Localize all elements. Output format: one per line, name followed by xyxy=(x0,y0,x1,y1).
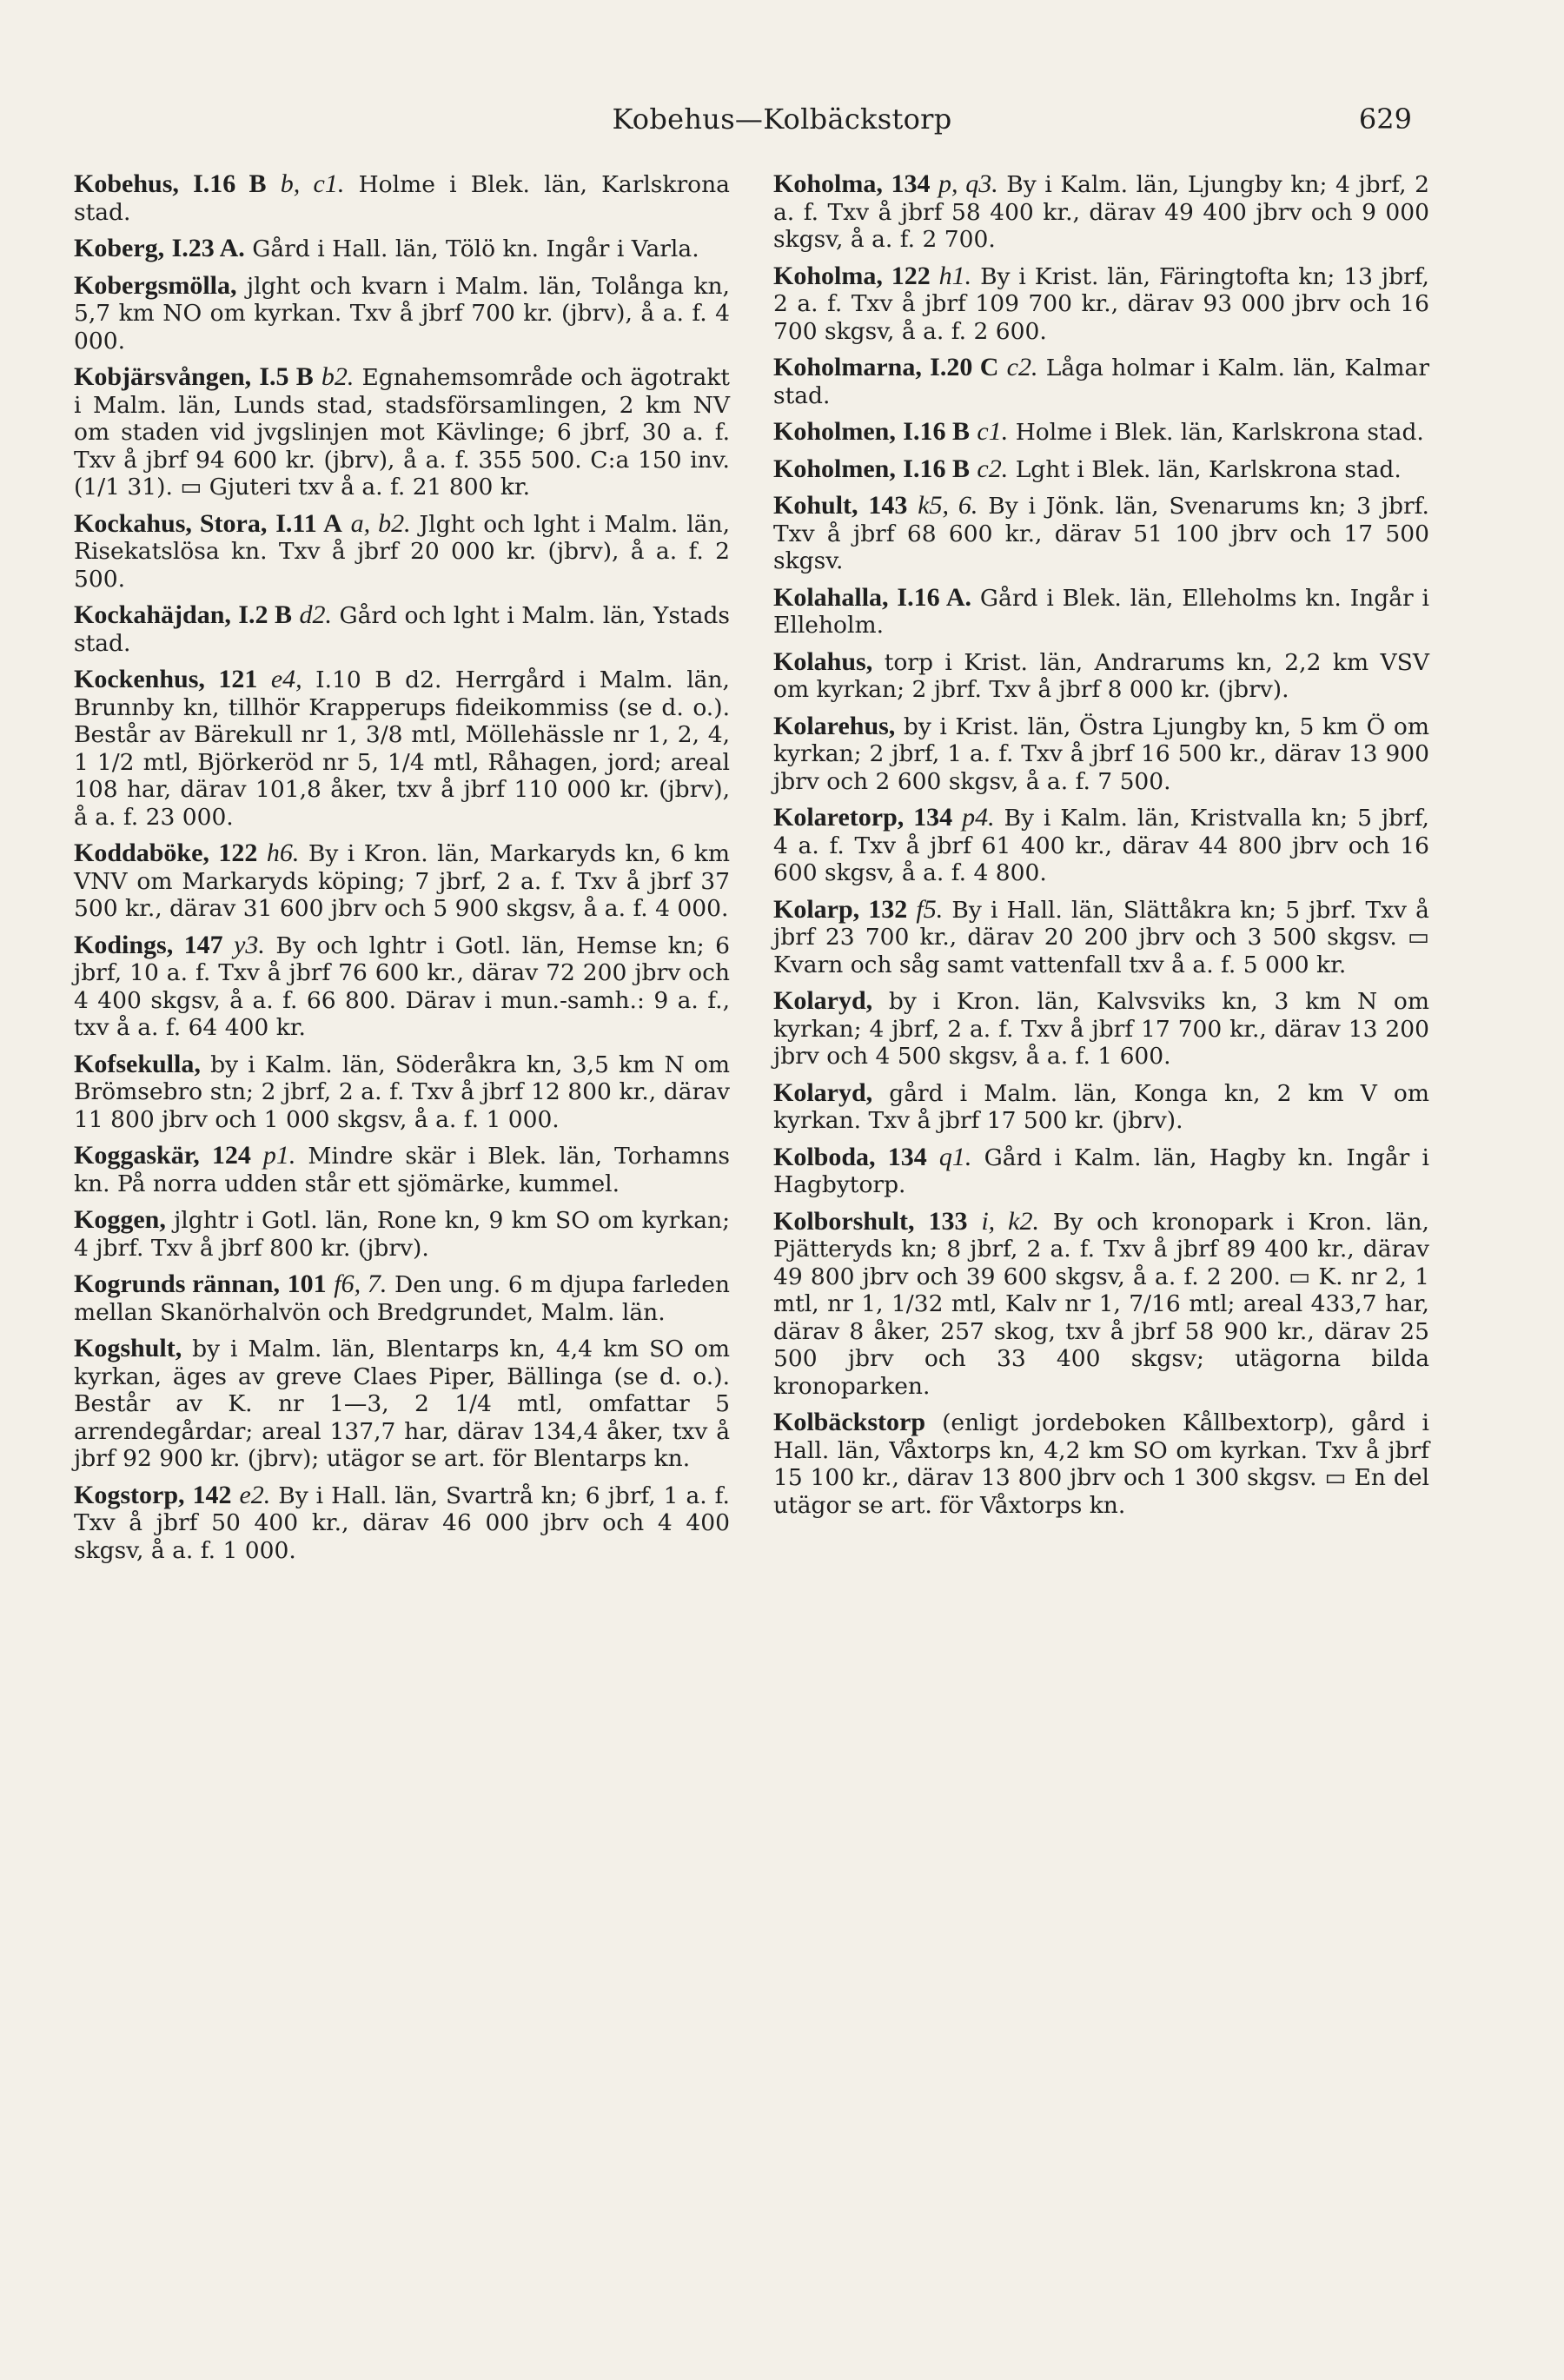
entry-map-square: f5. xyxy=(916,894,944,924)
entry-map-square: d2. xyxy=(299,600,332,629)
gazetteer-entry xyxy=(74,235,730,263)
entry-description: Låga holmar i Kalm. län, Kalmar stad. xyxy=(773,355,1429,409)
entry-map-reference: I.5 B xyxy=(259,362,314,391)
entry-map-reference: I.16 A. xyxy=(897,582,972,612)
entry-description: by i Malm. län, Blentarps kn, 4,4 km SO om kyrkan, äges av greve Claes Piper, Bällinga (se d. o.). Består av K. nr 1—3, 2 1/4 mtl, omfattar 5 arrendegårdar; areal 137,7 har, därav 134,4 åker, txv å jbrf 92 900 kr. (jbrv); utägor se art. för Blentarps kn. xyxy=(74,1336,730,1472)
entry-description: Den ung. 6 m djupa farleden mellan Skanörhalvön och Bredgrundet, Malm. län. xyxy=(74,1271,730,1326)
entry-headword: Kockahäjdan, xyxy=(74,600,231,629)
entry-map-square: k5, 6. xyxy=(918,491,978,520)
gazetteer-entry xyxy=(74,601,730,657)
entry-description: Mindre skär i Blek. län, Torhamns kn. På norra udden står ett sjömärke, kummel. xyxy=(74,1143,730,1197)
entry-headword: Kolboda, xyxy=(773,1142,876,1171)
entry-description: By och kronopark i Kron. län, Pjätteryds kn; 8 jbrf, 2 a. f. Txv å jbrf 89 400 kr., därav 49 800 jbrv och 39 600 skgsv, å a. f. 2 200. ▭ K. nr 2, 1 mtl, nr 1, 1/32 mtl, Kalv nr 1, 7/16 mtl; areal 433,7 har, därav 8 åker, 257 skog, txv å jbrf 58 900 kr., därav 25 500 jbrv och 33 400 skgsv; utägorna bilda kronoparken. xyxy=(773,1208,1429,1400)
gazetteer-entry xyxy=(773,713,1429,796)
gazetteer-entry xyxy=(74,931,730,1042)
gazetteer-entry xyxy=(773,418,1429,447)
gazetteer-entry xyxy=(773,455,1429,484)
entry-description: Jlght och lght i Malm. län, Risekatslösa kn. Txv å jbrf 20 000 kr. (jbrv), å a. f. 2 500. xyxy=(74,510,730,593)
entry-map-square: b2. xyxy=(321,362,355,391)
gazetteer-entry xyxy=(773,170,1429,254)
entry-description: Gård och lght i Malm. län, Ystads stad. xyxy=(74,602,731,657)
entry-headword: Koggaskär, xyxy=(74,1141,200,1170)
entry-map-square: a, b2. xyxy=(350,508,411,538)
entry-map-reference: I.20 C xyxy=(930,353,999,381)
entry-description: gård i Malm. län, Konga kn, 2 km V om kyrkan. Txv å jbrf 17 500 kr. (jbrv). xyxy=(773,1079,1429,1134)
entry-map-square: c2. xyxy=(977,454,1009,483)
entry-map-square: h6. xyxy=(266,839,300,867)
entry-map-square: i, k2. xyxy=(981,1206,1039,1236)
entry-description: By i Hall. län, Slättåkra kn; 5 jbrf. Txv å jbrf 23 700 kr., därav 20 200 jbrv och 3 500 skgsv. ▭ Kvarn och såg samt vattenfall txv å a. f. 5 000 kr. xyxy=(773,896,1429,978)
entry-description: By i Hall. län, Svartrå kn; 6 jbrf, 1 a. f. Txv å jbrf 50 400 kr., därav 46 000 jbrv och 4 400 skgsv, å a. f. 1 000. xyxy=(74,1482,730,1564)
entry-headword: Kolahalla, xyxy=(773,582,889,612)
entry-map-square: c2. xyxy=(1006,353,1038,381)
entry-headword: Kogrunds rännan, xyxy=(74,1270,280,1298)
right-column xyxy=(773,170,1429,1573)
entry-description: (enligt jordeboken Kållbextorp), gård i Hall. län, Våxtorps kn, 4,2 km SO om kyrkan. Txv å jbrf 15 100 kr., därav 13 800 jbrv och 1 300 skgsv. ▭ En del utägor se art. för Våxtorps kn. xyxy=(773,1409,1429,1519)
left-column xyxy=(74,170,730,1573)
gazetteer-entry xyxy=(773,987,1429,1071)
entry-map-reference: 142 xyxy=(192,1480,232,1509)
gazetteer-entry xyxy=(74,1051,730,1134)
entry-headword: Koberg, xyxy=(74,234,165,262)
entry-headword: Kockenhus, xyxy=(74,665,205,693)
entry-headword: Kobehus, xyxy=(74,169,179,198)
entry-headword: Kobjärsvången, xyxy=(74,362,252,391)
entry-map-reference: 134 xyxy=(913,803,953,832)
gazetteer-entry xyxy=(74,170,730,226)
gazetteer-entry xyxy=(773,1144,1429,1199)
entry-headword: Kogstorp, xyxy=(74,1480,185,1509)
entry-headword: Koholma, xyxy=(773,169,883,198)
gazetteer-entry xyxy=(74,1270,730,1326)
entry-headword: Kodings, xyxy=(74,930,174,959)
entry-description: By i Jönk. län, Svenarums kn; 3 jbrf. Txv å jbrf 68 600 kr., därav 51 100 jbrv och 17 500 skgsv. xyxy=(773,493,1429,574)
entry-description: by i Krist. län, Östra Ljungby kn, 5 km Ö om kyrkan; 2 jbrf, 1 a. f. Txv å jbrf 16 500 kr., därav 13 900 jbrv och 2 600 skgsv, å a. f. 7 500. xyxy=(773,713,1429,795)
gazetteer-entry xyxy=(773,1079,1429,1135)
entry-map-reference: 122 xyxy=(218,839,258,867)
page-number: 629 xyxy=(1358,103,1412,136)
entry-headword: Kolahus, xyxy=(773,646,873,676)
entry-headword: Koggen, xyxy=(74,1205,166,1234)
entry-map-square: e4, xyxy=(270,665,302,693)
gazetteer-entry xyxy=(773,804,1429,887)
entry-description: Egnahemsområde och ägotrakt i Malm. län, Lunds stad, stadsförsamlingen, 2 km NV om staden vid jvgslinjen mot Kävlinge; 6 jbrf, 30 a. f. Txv å jbrf 94 600 kr. (jbrv), å a. f. 355 500. C:a 150 inv. (1/1 31). ▭ Gjuteri txv å a. f. 21 800 kr. xyxy=(74,364,730,501)
entry-headword: Kolarehus, xyxy=(773,711,896,740)
entry-map-reference: 134 xyxy=(887,1142,927,1171)
entry-headword: Kolaryd, xyxy=(773,1077,873,1107)
entry-map-square: c1. xyxy=(977,417,1009,446)
entry-headword: Kockahus, Stora, xyxy=(74,508,268,538)
entry-headword: Koholmen, xyxy=(773,454,896,483)
entry-description: torp i Krist. län, Andrarums kn, 2,2 km VSV om kyrkan; 2 jbrf. Txv å jbrf 8 000 kr. (jbrv). xyxy=(773,648,1429,703)
gazetteer-entry xyxy=(773,354,1429,409)
entry-map-reference: I.16 B xyxy=(193,169,267,198)
entry-map-square: y3. xyxy=(234,930,265,959)
gazetteer-entry xyxy=(773,1208,1429,1401)
entry-headword: Kolaryd, xyxy=(773,986,873,1015)
gazetteer-entry xyxy=(773,492,1429,575)
entry-map-square: p1. xyxy=(262,1141,296,1170)
page-header xyxy=(0,103,1564,146)
gazetteer-entry xyxy=(773,648,1429,704)
body-columns xyxy=(74,170,1429,1573)
entry-headword: Kolborshult, xyxy=(773,1206,915,1236)
entry-map-square: e2. xyxy=(239,1480,271,1509)
entry-description: By och lghtr i Gotl. län, Hemse kn; 6 jbrf, 10 a. f. Txv å jbrf 76 600 kr., därav 72 200 jbrv och 4 400 skgsv, å a. f. 66 800. Därav i mun.-samh.: 9 a. f., txv å a. f. 64 400 kr. xyxy=(74,931,730,1041)
entry-description: By i Krist. län, Färingtofta kn; 13 jbrf, 2 a. f. Txv å jbrf 109 700 kr., därav 93 000 jbrv och 16 700 skgsv, å a. f. 2 600. xyxy=(773,262,1429,345)
entry-headword: Koholmen, xyxy=(773,417,896,446)
running-title: Kobehus—Kolbäckstorp xyxy=(612,103,952,136)
entry-headword: Kolbäckstorp xyxy=(773,1408,926,1436)
entry-headword: Kolarp, xyxy=(773,894,860,924)
entry-description: By i Kalm. län, Kristvalla kn; 5 jbrf, 4 a. f. Txv å jbrf 61 400 kr., därav 44 800 jbrv och 16 600 skgsv, å a. f. 4 800. xyxy=(773,805,1429,886)
entry-description: Holme i Blek. län, Karlskrona stad. xyxy=(74,171,730,226)
entry-description: jlghtr i Gotl. län, Rone kn, 9 km SO om kyrkan; 4 jbrf. Txv å jbrf 800 kr. (jbrv). xyxy=(74,1207,730,1262)
entry-map-reference: 133 xyxy=(928,1206,968,1236)
entry-map-reference: I.23 A. xyxy=(171,234,245,262)
entry-map-reference: 147 xyxy=(183,930,223,959)
entry-headword: Kolaretorp, xyxy=(773,803,905,832)
entry-description: Gård i Blek. län, Elleholms kn. Ingår i Elleholm. xyxy=(773,584,1429,639)
entry-description: By i Kron. län, Markaryds kn, 6 km VNV om Markaryds köping; 7 jbrf, 2 a. f. Txv å jbrf 37 500 kr., därav 31 600 jbrv och 5 900 skgsv, å a. f. 4 000. xyxy=(74,840,730,922)
entry-map-reference: 132 xyxy=(868,894,908,924)
entry-map-reference: 121 xyxy=(218,665,258,693)
entry-map-reference: 134 xyxy=(891,169,931,198)
entry-description: Holme i Blek. län, Karlskrona stad. xyxy=(1015,419,1424,446)
gazetteer-entry xyxy=(74,363,730,501)
gazetteer-entry xyxy=(773,1409,1429,1519)
entry-headword: Koholma, xyxy=(773,261,883,290)
entry-map-reference: 124 xyxy=(211,1141,251,1170)
gazetteer-entry xyxy=(74,272,730,355)
gazetteer-entry xyxy=(773,896,1429,979)
gazetteer-entry xyxy=(74,510,730,593)
gazetteer-entry xyxy=(773,584,1429,640)
entry-description: jlght och kvarn i Malm. län, Tolånga kn, 5,7 km NO om kyrkan. Txv å jbrf 700 kr. (jbrv), å a. f. 4 000. xyxy=(74,272,730,355)
entry-map-reference: 101 xyxy=(287,1270,327,1298)
entry-map-square: h1. xyxy=(938,261,972,290)
entry-headword: Kogshult, xyxy=(74,1334,182,1362)
gazetteer-entry xyxy=(74,666,730,831)
entry-map-reference: I.16 B xyxy=(903,417,970,446)
entry-headword: Kohult, xyxy=(773,491,858,520)
entry-map-square: p, q3. xyxy=(938,169,998,198)
entry-map-square: p4. xyxy=(962,803,995,832)
gazetteer-entry xyxy=(74,1482,730,1565)
gazetteer-entry xyxy=(773,262,1429,346)
entry-headword: Kobergsmölla, xyxy=(74,270,237,300)
entry-map-square: q1. xyxy=(938,1142,972,1171)
entry-description: by i Kalm. län, Söderåkra kn, 3,5 km N om Brömsebro stn; 2 jbrf, 2 a. f. Txv å jbrf 12 800 kr., därav 11 800 jbrv och 1 000 skgsv, å a. f. 1 000. xyxy=(74,1051,730,1133)
gazetteer-entry xyxy=(74,1335,730,1473)
entry-map-reference: I.11 A xyxy=(275,508,342,538)
entry-description: by i Kron. län, Kalvsviks kn, 3 km N om kyrkan; 4 jbrf, 2 a. f. Txv å jbrf 17 700 kr., därav 13 200 jbrv och 4 500 skgsv, å a. f. 1 600. xyxy=(773,988,1429,1070)
entry-description: Gård i Kalm. län, Hagby kn. Ingår i Hagbytorp. xyxy=(773,1144,1429,1198)
entry-headword: Kofsekulla, xyxy=(74,1049,201,1078)
entry-description: I.10 B d2. Herrgård i Malm. län, Brunnby kn, tillhör Krapperups fideikommiss (se d. o.). Består av Bärekull nr 1, 3/8 mtl, Möllehässle nr 1, 2, 4, 1 1/2 mtl, Björkeröd nr 5, 1/4 mtl, Råhagen, jord; areal 108 har, därav 101,8 åker, txv å jbrf 110 000 kr. (jbrv), å a. f. 23 000. xyxy=(74,666,730,831)
entry-map-reference: 122 xyxy=(891,261,931,290)
entry-headword: Koddaböke, xyxy=(74,839,209,867)
entry-map-reference: I.16 B xyxy=(903,454,970,483)
gazetteer-entry xyxy=(74,839,730,923)
entry-map-square: b, c1. xyxy=(280,169,345,198)
entry-description: Gård i Hall. län, Tölö kn. Ingår i Varla. xyxy=(252,235,699,262)
entry-description: By i Kalm. län, Ljungby kn; 4 jbrf, 2 a. f. Txv å jbrf 58 400 kr., därav 49 400 jbrv och 9 000 skgsv, å a. f. 2 700. xyxy=(773,171,1429,253)
gazetteer-entry xyxy=(74,1206,730,1262)
entry-description: Lght i Blek. län, Karlskrona stad. xyxy=(1015,455,1402,483)
entry-map-reference: I.2 B xyxy=(238,600,293,629)
entry-headword: Koholmarna, xyxy=(773,353,922,381)
entry-map-square: f6, 7. xyxy=(334,1270,388,1298)
entry-map-reference: 143 xyxy=(868,491,908,520)
gazetteer-entry xyxy=(74,1142,730,1197)
